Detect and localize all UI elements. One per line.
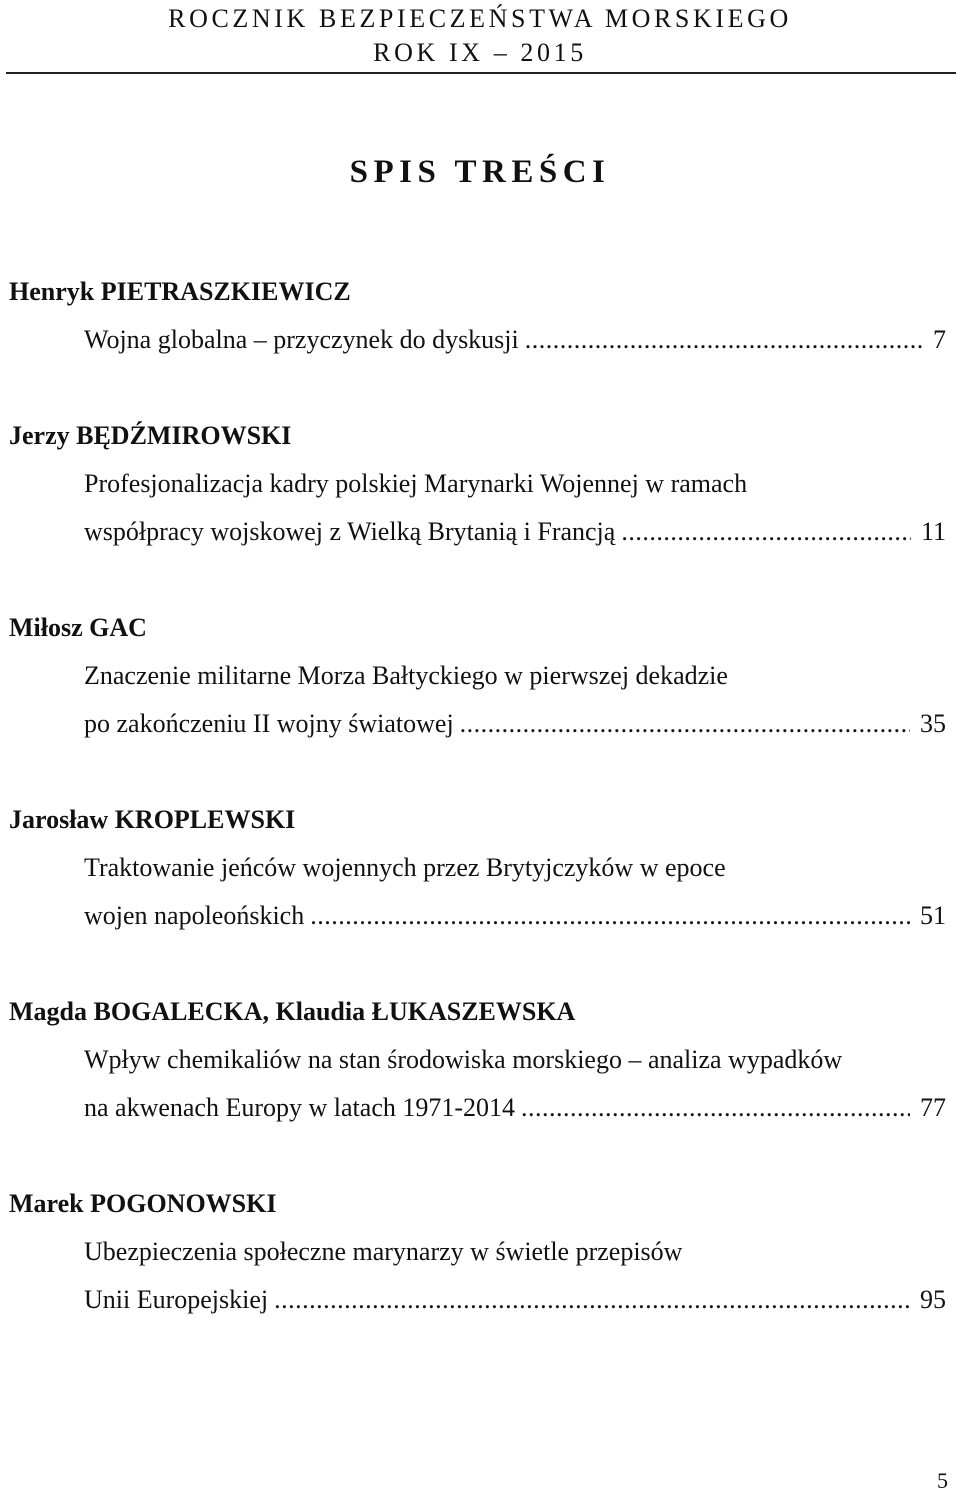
entry-title-text: Wpływ chemikaliów na stan środowiska morskiego – analiza wypadków xyxy=(84,1045,843,1074)
entry-title-text: po zakończeniu II wojny światowej xyxy=(84,709,454,738)
dot-leader xyxy=(274,1276,910,1324)
entry-title-text: Unii Europejskiej xyxy=(84,1285,269,1314)
entry-title-text: Znaczenie militarne Morza Bałtyckiego w pierwszej dekadzie xyxy=(84,661,728,690)
dot-leader xyxy=(525,316,923,364)
toc-entry xyxy=(0,796,960,940)
entry-page-number: 11 xyxy=(920,517,946,546)
entry-author: Jerzy BĘDŹMIROWSKI xyxy=(9,421,292,450)
toc-entry xyxy=(0,1180,960,1324)
entry-title-line xyxy=(0,316,960,364)
entry-title-text: Profesjonalizacja kadry polskiej Marynarki Wojennej w ramach xyxy=(84,469,748,498)
entry-title-line xyxy=(0,700,960,748)
dot-leader xyxy=(521,1084,910,1132)
entry-page-number: 51 xyxy=(920,901,946,930)
entry-title-text: Wojna globalna – przyczynek do dyskusji xyxy=(84,325,519,354)
toc-entry xyxy=(0,988,960,1132)
page-title: SPIS TREŚCI xyxy=(349,154,611,190)
toc-entry xyxy=(0,412,960,556)
dot-leader xyxy=(621,508,911,556)
entry-title-text: współpracy wojskowej z Wielką Brytanią i Francją xyxy=(84,517,616,546)
entry-title-line xyxy=(0,1084,960,1132)
running-header xyxy=(0,0,960,70)
dot-leader xyxy=(310,892,910,940)
toc-entry xyxy=(0,604,960,748)
table-of-contents xyxy=(0,268,960,1324)
entry-page-number: 7 xyxy=(933,325,946,354)
journal-title: ROCZNIK BEZPIECZEŃSTWA MORSKIEGO xyxy=(168,4,792,33)
page-number: 5 xyxy=(937,1468,948,1493)
entry-title-text: Ubezpieczenia społeczne marynarzy w świetle przepisów xyxy=(84,1237,683,1266)
entry-author: Henryk PIETRASZKIEWICZ xyxy=(9,277,351,306)
toc-entry xyxy=(0,268,960,364)
entry-author: Jarosław KROPLEWSKI xyxy=(9,805,296,834)
entry-title-line xyxy=(0,508,960,556)
entry-author: Miłosz GAC xyxy=(9,613,147,642)
dot-leader xyxy=(460,700,910,748)
entry-title-line xyxy=(0,1276,960,1324)
header-divider xyxy=(6,72,956,74)
entry-author: Marek POGONOWSKI xyxy=(9,1189,277,1218)
entry-author: Magda BOGALECKA, Klaudia ŁUKASZEWSKA xyxy=(9,997,576,1026)
entry-title-text: na akwenach Europy w latach 1971-2014 xyxy=(84,1093,516,1122)
entry-page-number: 35 xyxy=(920,709,946,738)
entry-page-number: 77 xyxy=(920,1093,946,1122)
entry-title-line xyxy=(0,892,960,940)
entry-title-text: Traktowanie jeńców wojennych przez Brytyjczyków w epoce xyxy=(84,853,726,882)
journal-volume-year: ROK IX – 2015 xyxy=(373,38,587,67)
entry-page-number: 95 xyxy=(920,1285,946,1314)
entry-title-text: wojen napoleońskich xyxy=(84,901,305,930)
